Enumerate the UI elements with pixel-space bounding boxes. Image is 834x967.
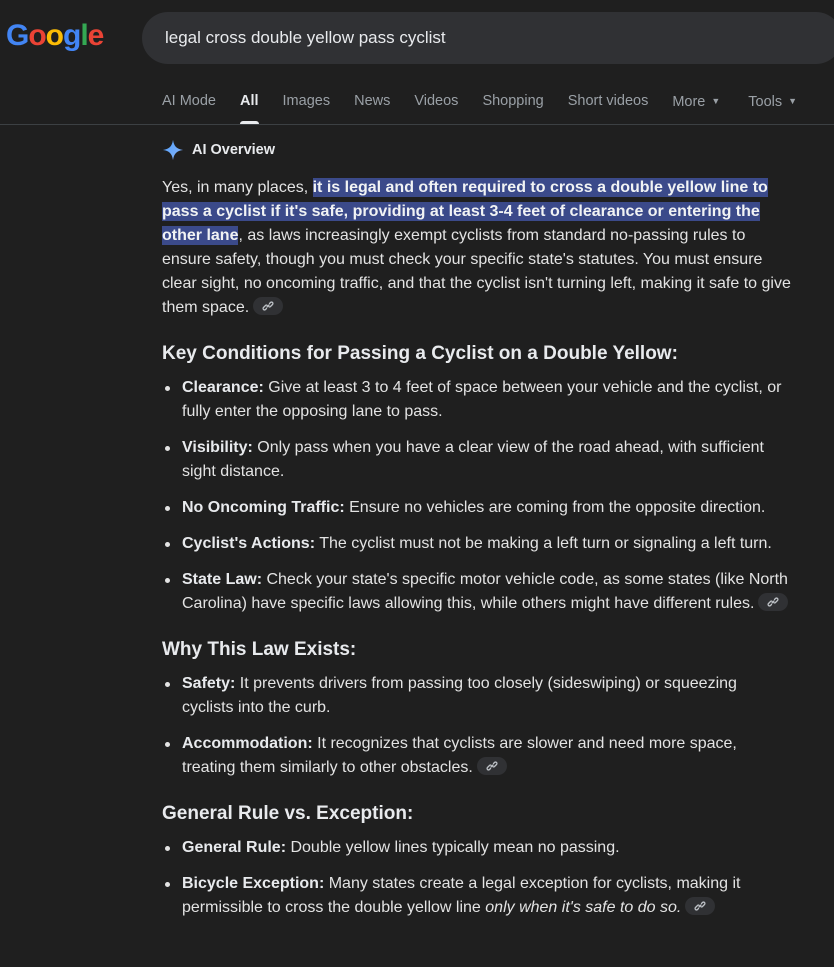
intro-highlight[interactable]: it is legal and often required to cross a double yellow line to pass a cyclist if it's safe, providing at least 3-4 feet of clearance or entering the other lane <box>162 179 768 244</box>
list-item <box>162 376 792 424</box>
item-text: It recognizes that cyclists are slower and need more space, treating them similarly to other obstacles. <box>182 735 737 776</box>
link-icon <box>262 300 274 312</box>
section-heading: General Rule vs. Exception: <box>162 803 414 824</box>
search-input[interactable] <box>163 27 807 49</box>
logo-letter: l <box>80 19 88 52</box>
source-link-chip[interactable] <box>758 593 788 611</box>
item-text: Give at least 3 to 4 feet of space between your vehicle and the cyclist, or fully enter the opposing lane to pass. <box>182 379 782 420</box>
list-item <box>162 496 792 520</box>
item-term: Safety: <box>182 675 236 692</box>
tab-label: News <box>354 93 391 109</box>
item-text: Check your state's specific motor vehicle code, as some states (like North Carolina) have specific laws allowing this, while others might have different rules. <box>182 571 788 612</box>
tab-images[interactable] <box>283 84 331 124</box>
bullet-list <box>162 672 792 780</box>
source-link-chip[interactable] <box>477 757 507 775</box>
ai-overview <box>162 130 792 932</box>
ai-overview-intro <box>162 176 792 320</box>
item-term: Bicycle Exception: <box>182 875 325 892</box>
list-item <box>162 436 792 484</box>
tab-tools[interactable] <box>748 84 797 124</box>
tab-short-videos[interactable] <box>568 84 649 124</box>
source-link-chip[interactable] <box>685 897 715 915</box>
item-term: Cyclist's Actions: <box>182 535 316 552</box>
list-item <box>162 568 792 616</box>
list-item <box>162 872 792 920</box>
tab-label: Shopping <box>482 93 544 109</box>
tab-label: All <box>240 93 259 109</box>
intro-text: Yes, in many places, <box>162 179 313 196</box>
tab-label: More <box>672 94 706 110</box>
logo-letter: G <box>6 19 29 52</box>
search-box[interactable] <box>142 12 834 64</box>
item-term: No Oncoming Traffic: <box>182 499 345 516</box>
section-heading: Why This Law Exists: <box>162 639 357 660</box>
item-text: It prevents drivers from passing too closely (sideswiping) or squeezing cyclists into the curb. <box>182 675 737 716</box>
item-term: State Law: <box>182 571 263 588</box>
tab-videos[interactable] <box>414 84 458 124</box>
section-heading: Key Conditions for Passing a Cyclist on a Double Yellow: <box>162 343 678 364</box>
item-term: Accommodation: <box>182 735 313 752</box>
item-term: Visibility: <box>182 439 253 456</box>
tab-news[interactable] <box>354 84 390 124</box>
link-icon <box>767 596 779 608</box>
sparkle-icon <box>162 139 184 161</box>
bullet-list <box>162 836 792 920</box>
tab-label: Short videos <box>567 93 649 109</box>
item-text: The cyclist must not be making a left turn or signaling a left turn. <box>315 535 772 552</box>
item-term: Clearance: <box>182 379 264 396</box>
google-logo[interactable] <box>6 18 103 54</box>
intro-text: , as laws increasingly exempt cyclists from standard no-passing rules to ensure safety, though you must check your specific state's statutes. You must ensure clear sight, no oncoming traffic, and that the cyclist isn't turning left, making it safe to give them space. <box>162 227 791 316</box>
logo-letter: e <box>87 19 104 52</box>
item-text: Many states create a legal exception for cyclists, making it permissible to cross the double yellow line <box>182 875 741 916</box>
header <box>0 0 834 125</box>
tab-label: Videos <box>414 93 459 109</box>
link-icon <box>694 900 706 912</box>
logo-letter: g <box>63 19 81 52</box>
item-term: General Rule: <box>182 839 287 856</box>
source-link-chip[interactable] <box>253 297 283 315</box>
item-text: Double yellow lines typically mean no passing. <box>286 839 620 856</box>
ai-overview-header <box>162 130 792 170</box>
ai-overview-title: AI Overview <box>192 142 276 158</box>
logo-letter: o <box>45 19 63 52</box>
list-item <box>162 732 792 780</box>
item-text: Ensure no vehicles are coming from the opposite direction. <box>344 499 766 516</box>
list-item <box>162 672 792 720</box>
tab-shopping[interactable] <box>482 84 543 124</box>
link-icon <box>486 760 498 772</box>
item-text: Only pass when you have a clear view of the road ahead, with sufficient sight distance. <box>182 439 764 480</box>
logo-letter: o <box>28 19 46 52</box>
bullet-list <box>162 376 792 616</box>
tab-label: Tools <box>748 94 783 110</box>
search-tabs <box>162 84 821 124</box>
tab-label: Images <box>282 93 331 109</box>
caret-down-icon: ▼ <box>788 96 798 106</box>
list-item <box>162 836 792 860</box>
tab-more[interactable] <box>672 84 720 124</box>
list-item <box>162 532 792 556</box>
tab-ai-mode[interactable] <box>162 84 216 124</box>
caret-down-icon: ▼ <box>711 96 721 106</box>
item-italic: only when it's safe to do so. <box>485 899 682 916</box>
tab-label: AI Mode <box>162 93 216 109</box>
tab-all[interactable] <box>240 84 259 124</box>
